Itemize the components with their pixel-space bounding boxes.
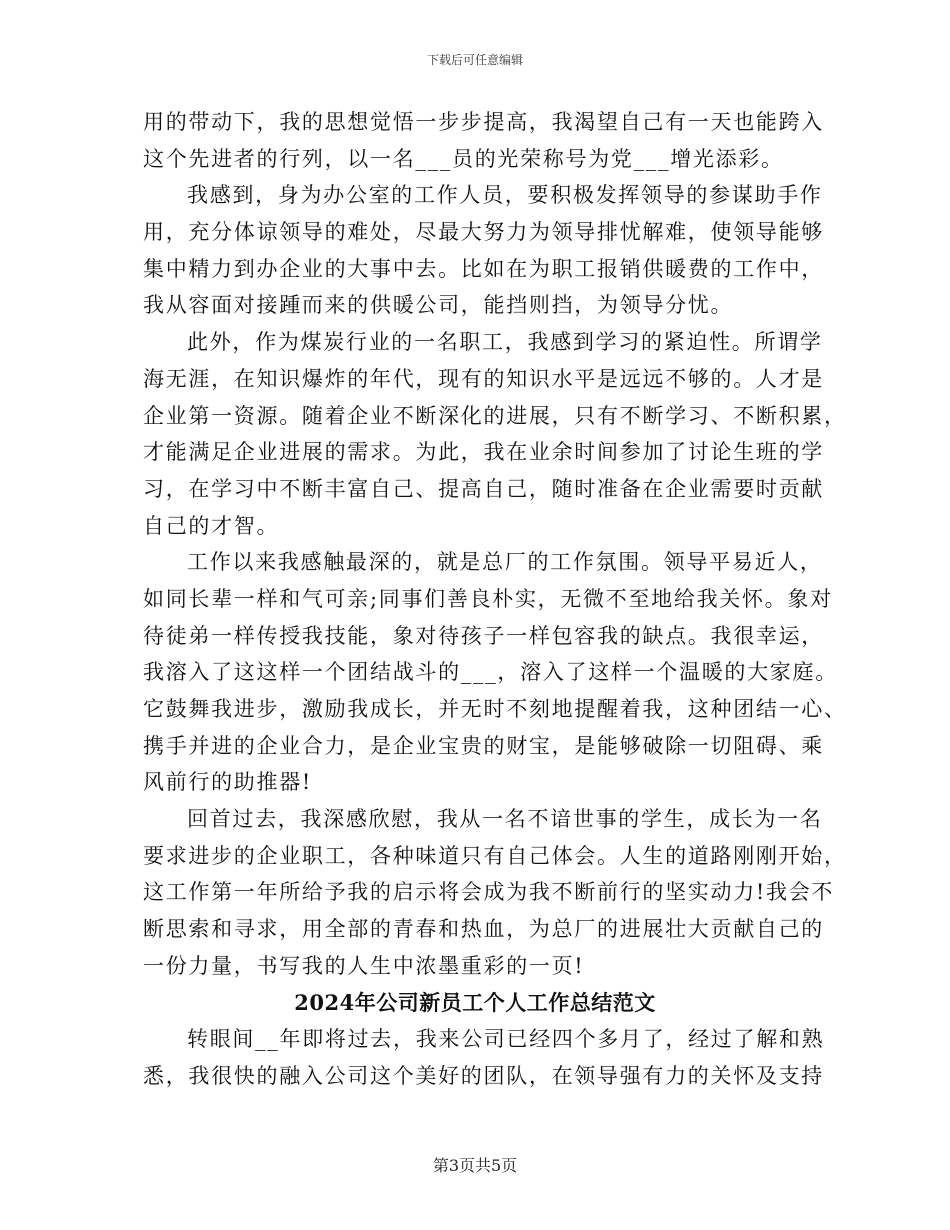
text-line: 携手并进的企业合力，是企业宝贵的财宝，是能够破除一切阻碍、乘 [143, 733, 824, 758]
text-line: 断思索和寻求，用全部的青春和热血，为总厂的进展壮大贡献自己的 [143, 917, 824, 942]
text-line: 这工作第一年所给予我的启示将会成为我不断前行的坚实动力!我会不 [143, 880, 835, 905]
text-line: 海无涯，在知识爆炸的年代，现有的知识水平是远远不够的。人才是 [143, 366, 824, 391]
section-title: 2024年公司新员工个人工作总结范文 [294, 989, 656, 1015]
text-line: 待徒弟一样传授我技能，象对待孩子一样包容我的缺点。我很幸运， [143, 623, 824, 648]
text-line: 悉，我很快的融入公司这个美好的团队，在领导强有力的关怀及支持 [143, 1063, 824, 1088]
page-header: 下载后可任意编辑 [426, 53, 523, 67]
text-line: 一份力量，书写我的人生中浓墨重彩的一页! [143, 953, 585, 978]
text-line: 企业第一资源。随着企业不断深化的进展，只有不断学习、不断积累， [143, 403, 847, 428]
text-line: 我溶入了这这样一个团结战斗的___，溶入了这样一个温暖的大家庭。 [143, 660, 838, 685]
paragraph-start-line: 回首过去，我深感欣慰，我从一名不谙世事的学生，成长为一名 [187, 807, 823, 832]
paragraph-start-line: 工作以来我感触最深的，就是总厂的工作氛围。领导平易近人， [187, 550, 823, 575]
text-line: 如同长辈一样和气可亲;同事们善良朴实，无微不至地给我关怀。象对 [143, 586, 833, 611]
document-body [143, 104, 847, 1095]
page-number: 第3页共5页 [432, 1156, 518, 1175]
text-line: 用的带动下，我的思想觉悟一步步提高，我渴望自己有一天也能跨入 [143, 110, 824, 134]
text-line: 我从容面对接踵而来的供暖公司，能挡则挡，为领导分忧。 [143, 293, 734, 318]
paragraph-start-line: 转眼间__年即将过去，我来公司已经四个多月了，经过了解和熟 [187, 1027, 825, 1052]
text-line: 习，在学习中不断丰富自己、提高自己，随时准备在企业需要时贡献 [143, 476, 824, 501]
text-line: 它鼓舞我进步，激励我成长，并无时不刻地提醒着我，这种团结一心、 [143, 697, 847, 721]
text-line: 要求进步的企业职工，各种味道只有自己体会。人生的道路刚刚开始， [143, 843, 847, 868]
paragraph-start-line: 我感到，身为办公室的工作人员，要积极发挥领导的参谋助手作 [187, 183, 823, 208]
text-line: 自己的才智。 [143, 513, 280, 538]
text-line: 这个先进者的行列，以一名___员的光荣称号为党___增光添彩。 [143, 146, 784, 171]
text-line: 集中精力到办企业的大事中去。比如在为职工报销供暖费的工作中， [143, 256, 824, 281]
text-line: 用，充分体谅领导的难处，尽最大努力为领导排忧解难，使领导能够 [143, 220, 824, 245]
text-line: 风前行的助推器! [143, 770, 313, 795]
paragraph-start-line: 此外，作为煤炭行业的一名职工，我感到学习的紧迫性。所谓学 [187, 330, 823, 355]
text-line: 才能满足企业进展的需求。为此，我在业余时间参加了讨论生班的学 [143, 440, 824, 465]
